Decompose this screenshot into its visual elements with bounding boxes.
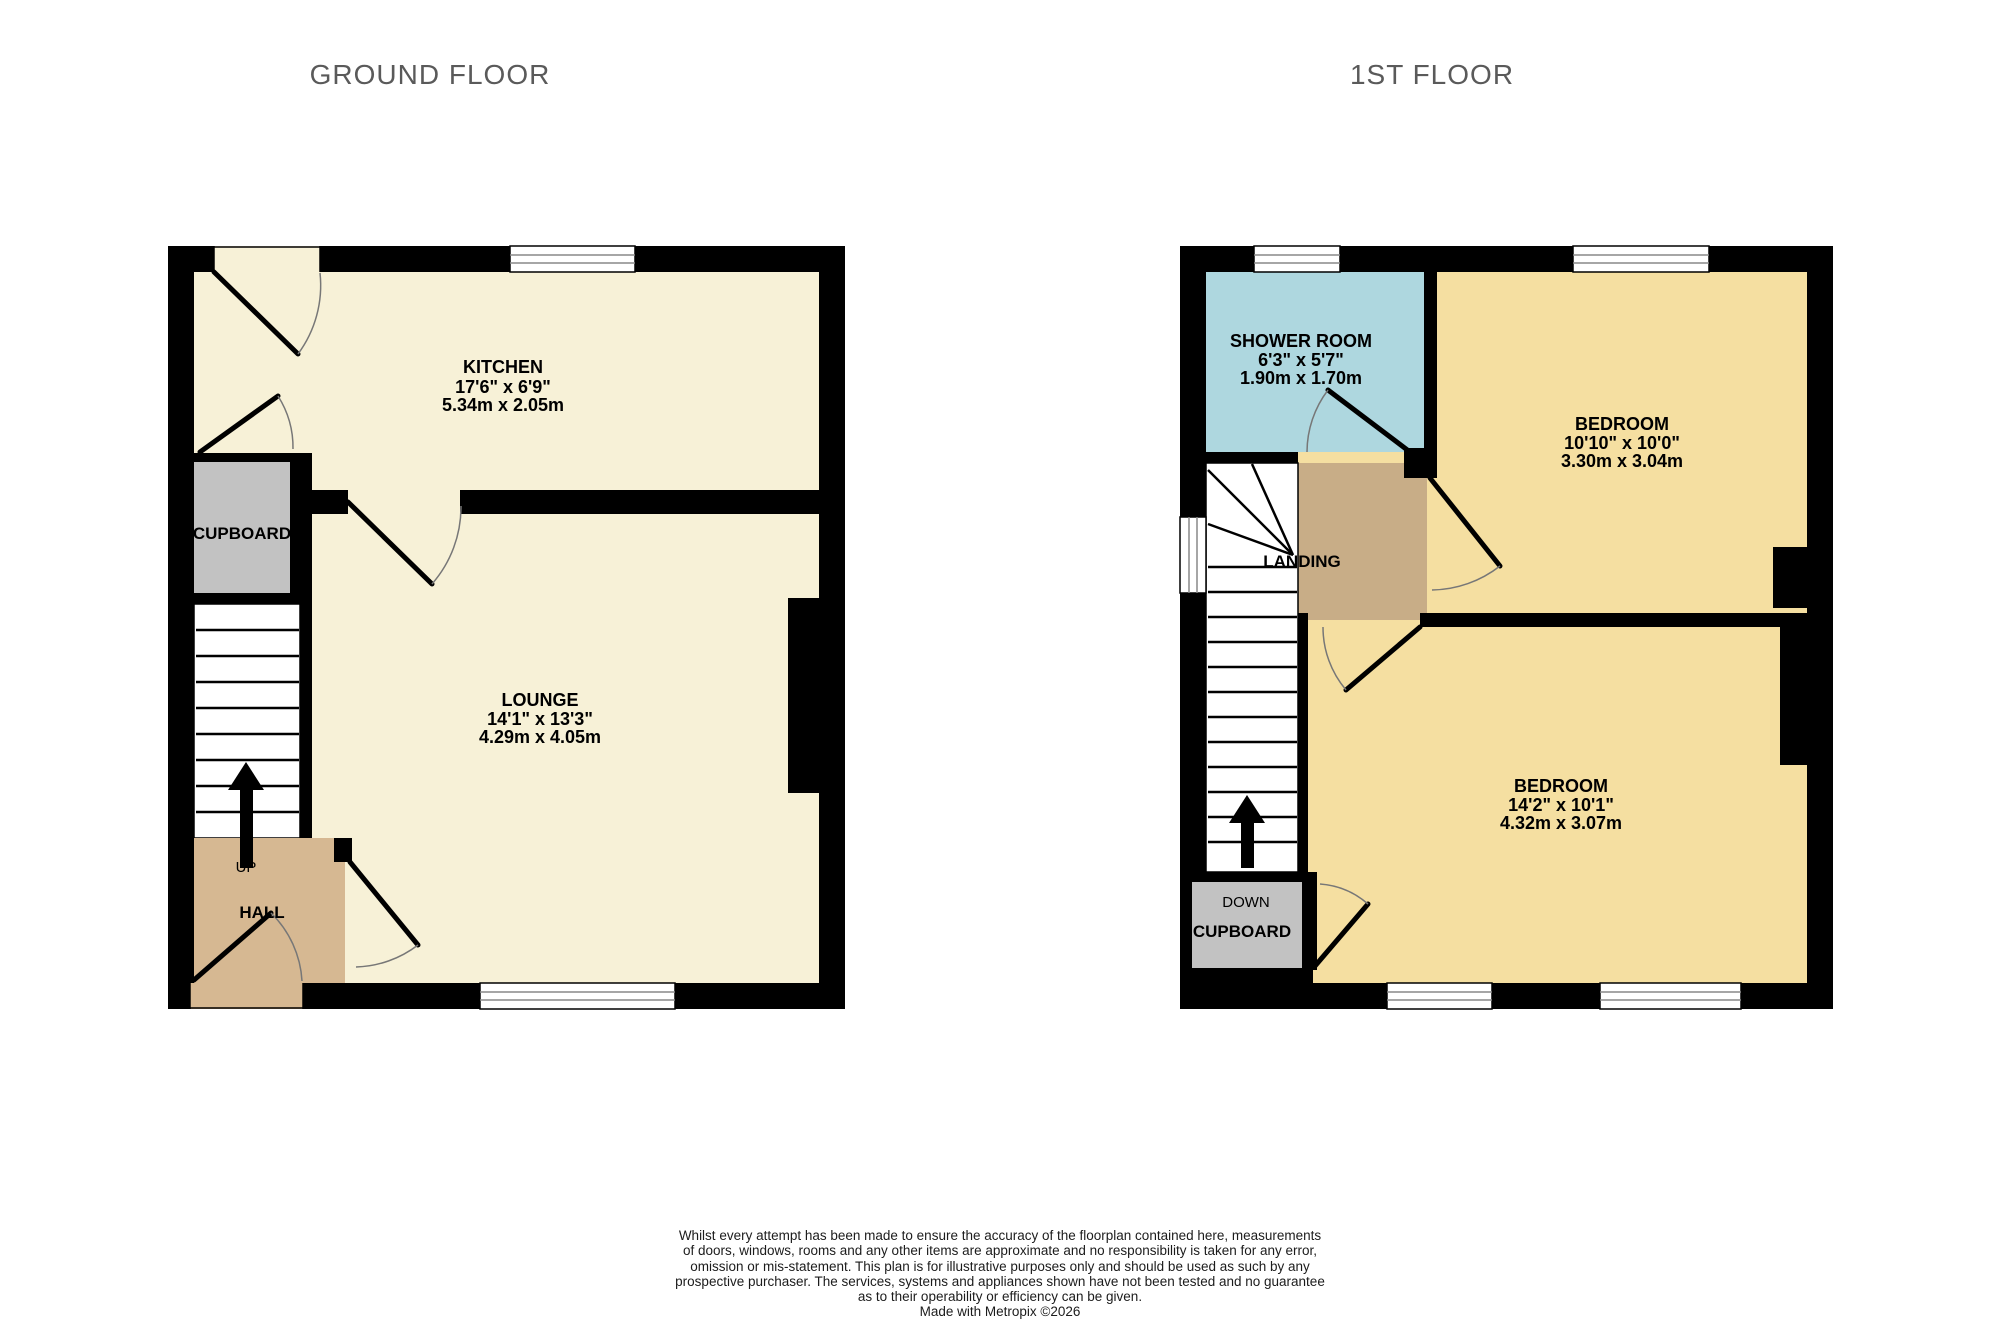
landing-area — [1298, 463, 1427, 620]
ground-left-wall — [168, 246, 194, 1009]
bedroom1-chimney-breast — [1773, 547, 1807, 608]
shower-bottom-wall — [1206, 452, 1298, 463]
divider-wall-stub — [312, 490, 348, 514]
shower-room-metric: 1.90m x 1.70m — [1239, 368, 1363, 388]
front-door-gap — [190, 983, 303, 1009]
bedroom1-metric: 3.30m x 3.04m — [1560, 451, 1684, 471]
first-cupboard-label: CUPBOARD — [1192, 922, 1292, 941]
lounge-label: LOUNGE — [501, 690, 579, 710]
disclaimer-line: Whilst every attempt has been made to ensure the accuracy of the floorplan contained here, measurements — [678, 1228, 1322, 1243]
first-cupboard-bottom-wall — [1192, 968, 1313, 983]
shower-room-window — [1254, 246, 1340, 272]
stairwell-side-window — [1180, 517, 1206, 593]
first-cupboard-top-wall — [1192, 872, 1303, 882]
ground-right-wall — [819, 246, 845, 1009]
bedroom2-window-left — [1387, 983, 1492, 1009]
bedroom2-chimney-breast — [1780, 627, 1807, 765]
lounge-window — [480, 983, 675, 1009]
hall-door-jamb — [334, 838, 352, 862]
bedroom2-window-right — [1600, 983, 1741, 1009]
stairs-right-wall — [300, 604, 312, 838]
first-cupboard-jamb — [1302, 872, 1317, 970]
cupboard-bottom-wall — [194, 593, 312, 604]
hall-label: HALL — [239, 903, 285, 922]
ground-cupboard-label: CUPBOARD — [192, 524, 292, 543]
window-frame — [480, 983, 675, 1009]
disclaimer-credit: Made with Metropix ©2026 — [919, 1304, 1081, 1320]
stairs-up-label: UP — [235, 859, 257, 876]
disclaimer-line: prospective purchaser. The services, systems and appliances shown have not been tested and no guarantee — [675, 1273, 1325, 1289]
first-floor-plan — [1180, 59, 1833, 1009]
cupboard-top-wall — [194, 453, 292, 462]
first-right-wall — [1807, 246, 1833, 1009]
front-door-opening — [190, 983, 303, 1009]
window-frame — [1573, 246, 1709, 272]
bedroom-divider-wall — [1420, 613, 1807, 627]
kitchen-lounge-wall — [460, 490, 819, 514]
shower-room-label: SHOWER ROOM — [1230, 331, 1372, 351]
window-frame — [1387, 983, 1492, 1009]
window-frame — [510, 246, 635, 272]
bedroom1-label: BEDROOM — [1575, 414, 1669, 434]
landing-label: LANDING — [1263, 552, 1341, 571]
stairs-down-label: DOWN — [1222, 894, 1270, 911]
bedroom2-metric: 4.32m x 3.07m — [1499, 813, 1623, 833]
lounge-chimney-breast — [788, 598, 819, 793]
lounge-metric: 4.29m x 4.05m — [478, 727, 602, 747]
bedroom1-imperial: 10'10" x 10'0" — [1564, 433, 1680, 453]
disclaimer-line: omission or mis-statement. This plan is for illustrative purposes only and should be used as such by any — [690, 1258, 1310, 1274]
lounge-imperial: 14'1" x 13'3" — [487, 709, 593, 729]
disclaimer-text — [0, 1228, 2000, 1320]
kitchen-label: KITCHEN — [463, 357, 543, 377]
kitchen-imperial: 17'6" x 6'9" — [455, 377, 551, 397]
arrow-stem — [240, 790, 253, 868]
ground-floor-title: GROUND FLOOR — [309, 59, 551, 90]
first-stairs-right-wall — [1298, 613, 1308, 872]
shower-room-imperial: 6'3" x 5'7" — [1258, 350, 1344, 370]
back-door-opening — [214, 246, 320, 272]
first-floor-title: 1ST FLOOR — [1349, 59, 1515, 90]
kitchen-metric: 5.34m x 2.05m — [441, 395, 565, 415]
disclaimer-line: as to their operability or efficiency can be given. — [857, 1289, 1143, 1305]
ground-floor-plan — [168, 59, 845, 1009]
bedroom2-imperial: 14'2" x 10'1" — [1508, 795, 1614, 815]
window-frame — [1254, 246, 1340, 272]
cupboard-right-wall — [290, 453, 312, 604]
shower-right-wall — [1424, 272, 1437, 448]
window-frame — [1600, 983, 1741, 1009]
bedroom2-label: BEDROOM — [1514, 776, 1608, 796]
bedroom1-window — [1573, 246, 1709, 272]
kitchen-window — [510, 246, 635, 272]
arrow-stem — [1241, 823, 1254, 868]
window-frame — [1180, 517, 1206, 593]
back-door-gap — [214, 246, 320, 272]
disclaimer-line: of doors, windows, rooms and any other items are approximate and no responsibility is taken for any error, — [682, 1243, 1318, 1259]
